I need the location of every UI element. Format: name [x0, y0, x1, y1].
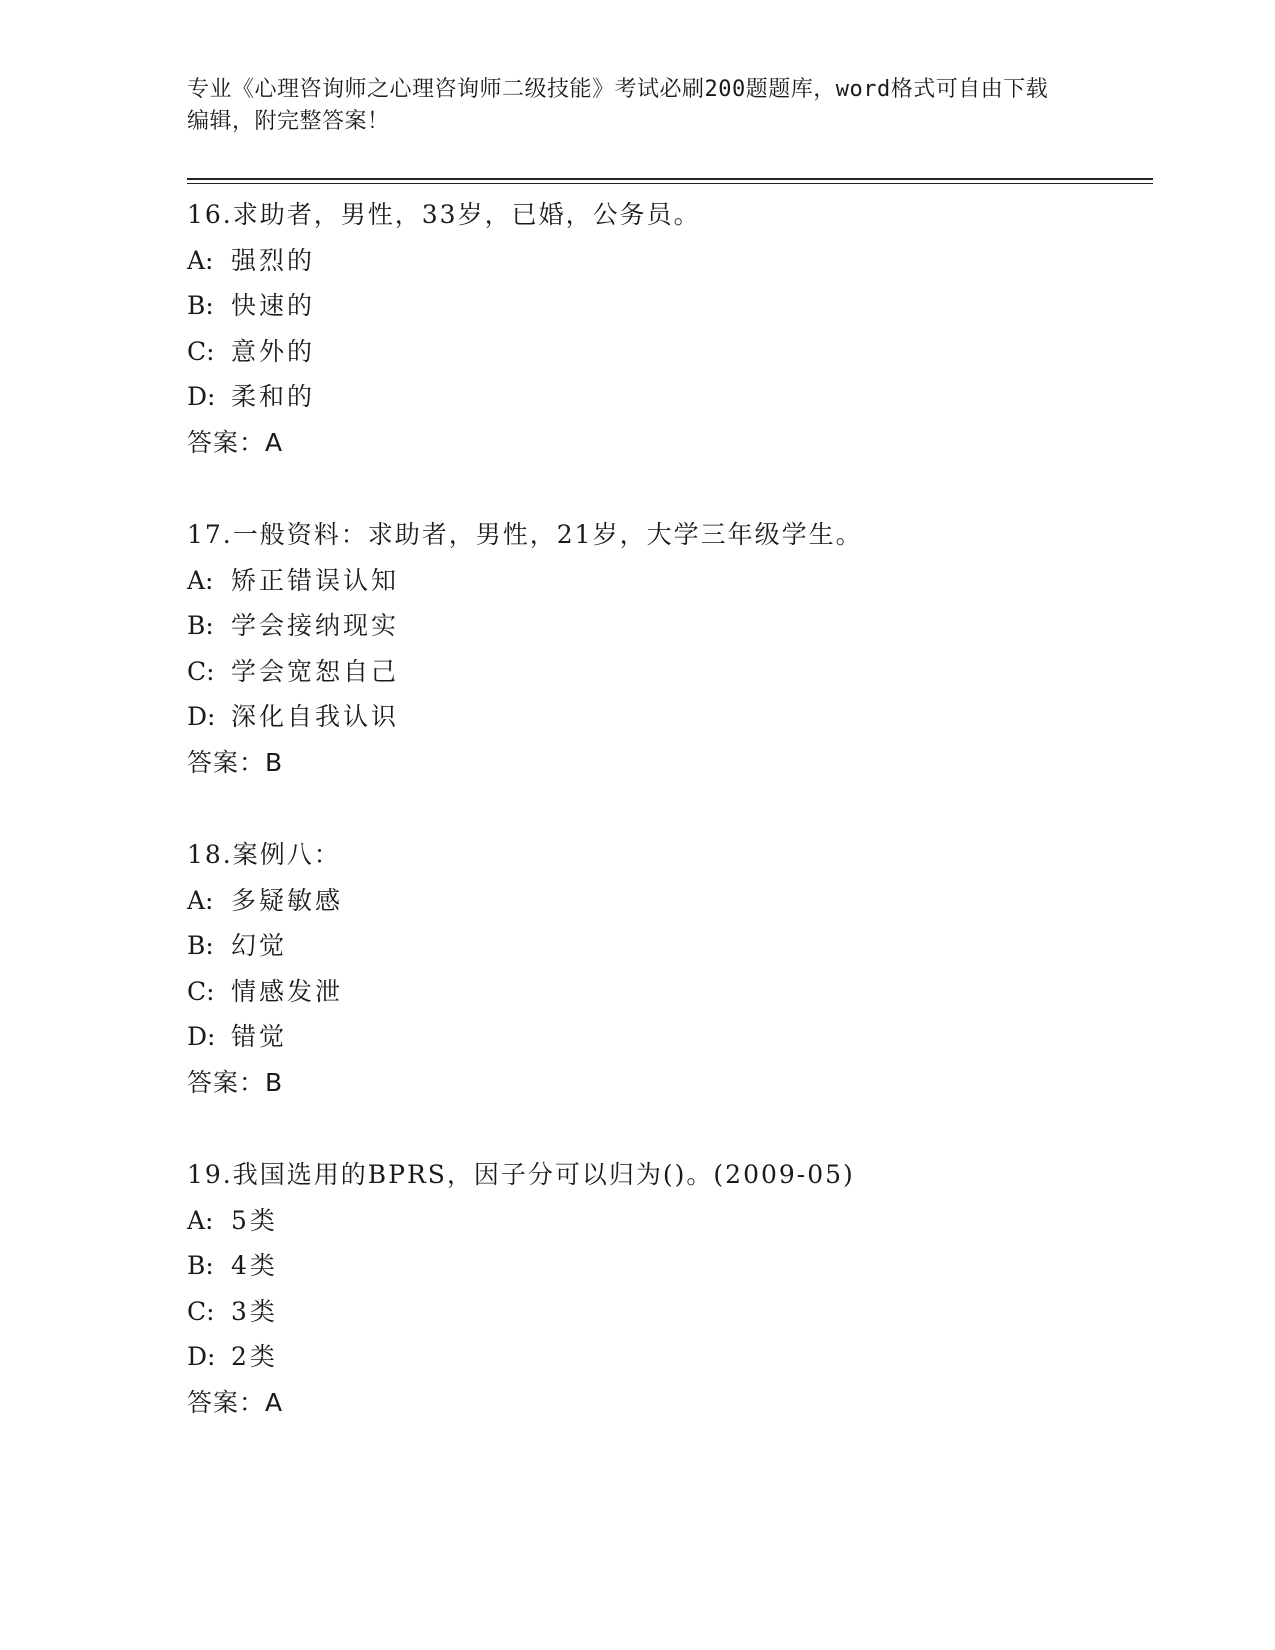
option-label: A:: [187, 1205, 214, 1235]
option-d: [187, 694, 1153, 740]
header-rule-thick: [187, 178, 1153, 180]
option-c: [187, 329, 1153, 375]
option-label: B:: [187, 291, 214, 321]
option-label: A:: [187, 885, 214, 915]
option-text: 深化自我认识: [231, 702, 400, 732]
option-b: [187, 923, 1153, 969]
option-label: A:: [187, 245, 214, 275]
question-17: [187, 512, 1153, 832]
option-label: D:: [187, 1022, 216, 1052]
document-header: 专业《心理咨询师之心理咨询师二级技能》考试必刷200题题库，word格式可自由下载编辑，附完整答案！: [187, 77, 1049, 134]
option-text: 快速的: [231, 291, 316, 321]
option-text: 4类: [231, 1251, 278, 1281]
option-text: 2类: [231, 1342, 278, 1372]
option-c: [187, 969, 1153, 1015]
option-text: 多疑敏感: [231, 885, 344, 915]
question-list: [187, 192, 1153, 1472]
option-label: B:: [187, 931, 214, 961]
option-text: 强烈的: [231, 245, 316, 275]
option-label: D:: [187, 382, 216, 412]
option-text: 3类: [231, 1296, 278, 1326]
option-text: 情感发泄: [231, 976, 344, 1006]
option-label: C:: [187, 336, 215, 366]
option-a: [187, 1198, 1153, 1244]
header-rule-thin: [187, 183, 1153, 184]
option-text: 错觉: [231, 1022, 288, 1052]
question-18: [187, 832, 1153, 1152]
option-label: A:: [187, 565, 214, 595]
option-text: 意外的: [231, 336, 316, 366]
answer-line: 答案：B: [187, 1067, 284, 1097]
question-stem: 19.我国选用的BPRS，因子分可以归为()。(2009-05): [187, 1160, 855, 1189]
question-16: [187, 192, 1153, 512]
option-text: 学会接纳现实: [231, 611, 400, 641]
option-text: 矫正错误认知: [231, 565, 400, 595]
answer-line: 答案：A: [187, 1387, 284, 1417]
option-d: [187, 1334, 1153, 1380]
option-c: [187, 1289, 1153, 1335]
option-d: [187, 1014, 1153, 1060]
question-19: [187, 1152, 1153, 1472]
option-label: C:: [187, 976, 215, 1006]
question-stem: 16.求助者，男性，33岁，已婚，公务员。: [187, 200, 701, 229]
option-label: B:: [187, 611, 214, 641]
option-text: 学会宽恕自己: [231, 656, 400, 686]
answer-line: 答案：A: [187, 427, 284, 457]
option-text: 5类: [231, 1205, 278, 1235]
question-stem: 18.案例八：: [187, 840, 341, 869]
option-label: C:: [187, 1296, 215, 1326]
option-label: D:: [187, 1342, 216, 1372]
option-a: [187, 238, 1153, 284]
option-b: [187, 603, 1153, 649]
option-label: B:: [187, 1251, 214, 1281]
answer-line: 答案：B: [187, 747, 284, 777]
option-c: [187, 649, 1153, 695]
question-stem: 17.一般资料：求助者，男性，21岁，大学三年级学生。: [187, 520, 863, 549]
option-a: [187, 558, 1153, 604]
option-text: 幻觉: [231, 931, 288, 961]
option-a: [187, 878, 1153, 924]
option-b: [187, 1243, 1153, 1289]
option-d: [187, 374, 1153, 420]
option-b: [187, 283, 1153, 329]
option-label: D:: [187, 702, 216, 732]
option-text: 柔和的: [231, 382, 316, 412]
option-label: C:: [187, 656, 215, 686]
